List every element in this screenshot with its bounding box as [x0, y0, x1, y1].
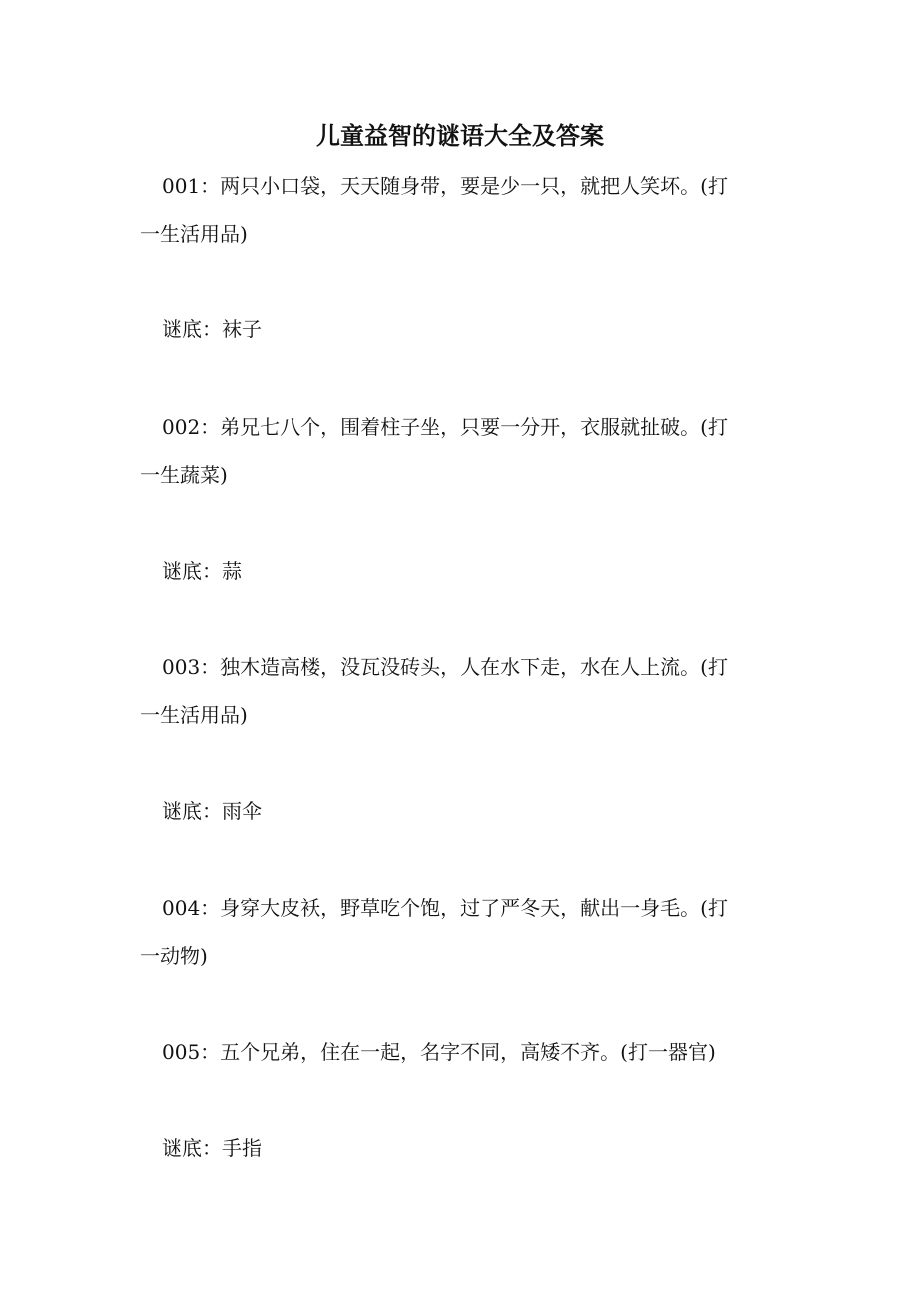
riddle-001-answer: 谜底：袜子 [162, 317, 262, 341]
riddle-001-line2: 一生活用品) [140, 222, 248, 246]
riddle-003-line2: 一生活用品) [140, 703, 248, 727]
riddle-005-answer: 谜底：手指 [162, 1136, 262, 1160]
riddle-002-line2: 一生蔬菜) [140, 463, 228, 487]
document-title: 儿童益智的谜语大全及答案 [316, 122, 604, 150]
riddle-005-line1: 005：五个兄弟，住在一起，名字不同，高矮不齐。(打一器官) [162, 1040, 716, 1064]
riddle-002-answer: 谜底：蒜 [162, 559, 242, 583]
riddle-003-answer: 谜底：雨伞 [162, 799, 262, 823]
riddle-001-line1: 001：两只小口袋，天天随身带，要是少一只，就把人笑坏。(打 [162, 174, 728, 198]
riddle-004-line1: 004：身穿大皮袄，野草吃个饱，过了严冬天，献出一身毛。(打 [162, 896, 728, 920]
riddle-004-line2: 一动物) [140, 944, 208, 968]
riddle-002-line1: 002：弟兄七八个，围着柱子坐，只要一分开，衣服就扯破。(打 [162, 415, 728, 439]
riddle-003-line1: 003：独木造高楼，没瓦没砖头，人在水下走，水在人上流。(打 [162, 655, 728, 679]
